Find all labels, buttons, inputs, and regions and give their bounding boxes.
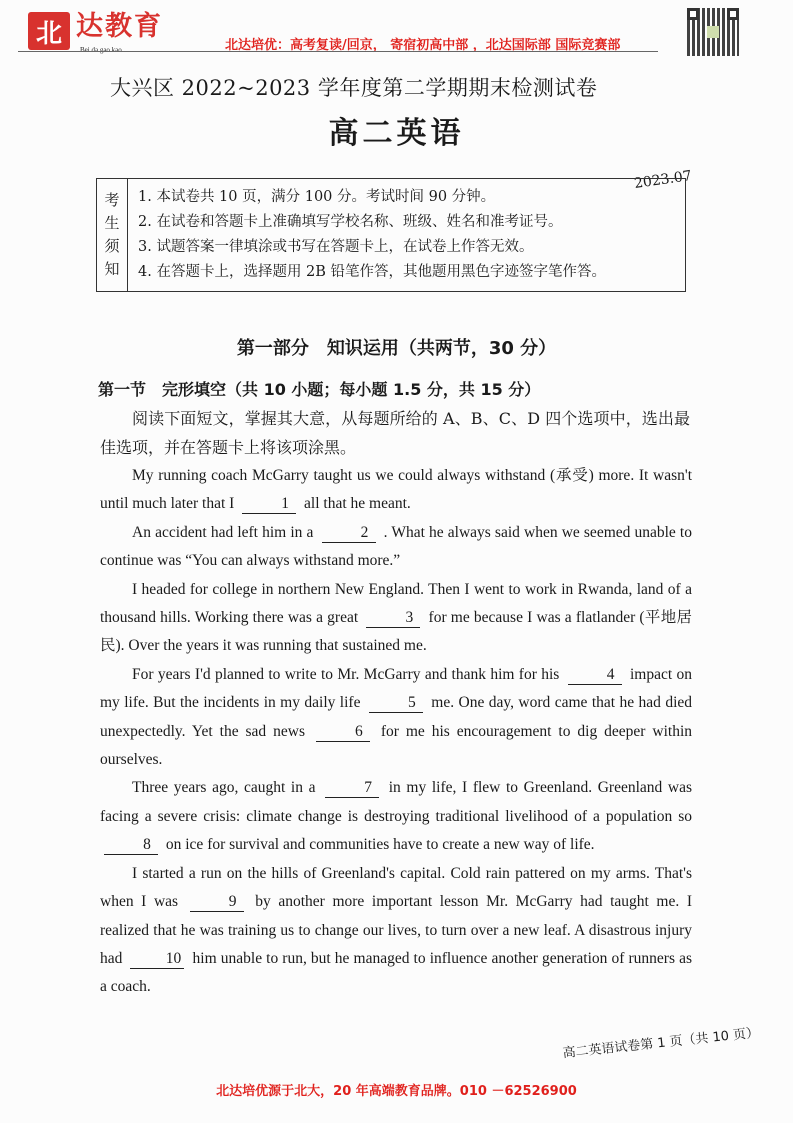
part-title: 第一部分 知识运用（共两节，30 分） — [236, 338, 557, 359]
passage-paragraph — [100, 661, 692, 775]
cloze-blank: 6 — [316, 723, 370, 742]
page-number: 高二英语试卷第 1 页（共 10 页） — [561, 1025, 760, 1062]
section-title: 第一节 完形填空（共 10 小题；每小题 1.5 分，共 15 分） — [98, 380, 541, 399]
notice-label-char: 知 — [104, 260, 120, 278]
logo-subtitle: Bei da gao kao — [80, 46, 122, 54]
passage-text: My running coach McGarry taught us we could always withstand (承受) more. It wasn't until much later that I — [100, 467, 692, 513]
notice-item: 1. 本试卷共 10 页，满分 100 分。考试时间 90 分钟。 — [138, 189, 496, 205]
header-divider — [18, 51, 658, 52]
passage-paragraph — [100, 774, 692, 859]
passage-text: . What he always said when we seemed unable to continue was “You can always withstand more.” — [100, 523, 692, 570]
cloze-blank: 4 — [568, 666, 622, 685]
passage-text: all that he meant. — [300, 495, 411, 513]
qr-code-icon — [687, 8, 739, 56]
passage-text: I started a run on the hills of Greenland's capital. Cold rain pattered on my arms. That's when I was — [100, 864, 692, 911]
cloze-blank: 10 — [130, 950, 184, 969]
passage-text: For years I'd planned to write to Mr. McGarry and thank him for his — [132, 665, 564, 683]
passage-paragraph — [100, 860, 692, 1002]
cloze-blank: 5 — [369, 694, 423, 713]
notice-label — [97, 179, 128, 291]
passage-text: impact on my life. But the incidents in my daily life — [100, 665, 693, 712]
notice-item: 2. 在试卷和答题卡上准确填写学校名称、班级、姓名和准考证号。 — [138, 214, 563, 230]
passage-paragraph — [100, 576, 692, 661]
notice-label-char: 考 — [104, 191, 120, 209]
notice-label-char: 生 — [104, 214, 120, 232]
passage-text: for me his encouragement to dig deeper within ourselves. — [100, 722, 692, 769]
cloze-blank: 8 — [104, 836, 158, 855]
logo-mark: 北 — [28, 12, 70, 50]
logo — [28, 11, 163, 54]
passage-paragraph — [100, 519, 692, 576]
passage-text: An accident had left him in a — [132, 523, 318, 541]
exam-notice-box — [96, 178, 686, 292]
exam-subtitle: 大兴区 2022~2023 学年度第二学期期末检测试卷 — [110, 76, 598, 100]
handwritten-date: 2023.07 — [633, 168, 693, 192]
passage-text: Three years ago, caught in a — [132, 779, 322, 797]
header-slogan: 北达培优：高考复读/回京， 寄宿初高中部 ，北达国际部 国际竞赛部 — [225, 38, 621, 53]
cloze-passage — [100, 462, 692, 1002]
cloze-blank: 1 — [242, 495, 296, 514]
passage-paragraph — [100, 462, 692, 519]
passage-text: for me because I was a flatlander (平地居民). Over the years it was running that sustained me. — [100, 609, 693, 655]
cloze-blank: 3 — [366, 609, 420, 628]
cloze-blank: 2 — [322, 524, 376, 543]
passage-text: him unable to run, but he managed to influence another generation of runners as a coach. — [100, 949, 692, 996]
cloze-blank: 7 — [325, 779, 379, 798]
instructions: 阅读下面短文，掌握其大意，从每题所给的 A、B、C、D 四个选项中，选出最佳选项，并在答题卡上将该项涂黑。 — [100, 409, 690, 457]
notice-item: 3. 试题答案一律填涂或书写在答题卡上，在试卷上作答无效。 — [138, 239, 534, 255]
notice-label-char: 须 — [104, 237, 120, 255]
passage-text: I headed for college in northern New England. Then I went to work in Rwanda, land of a thousand hills. Working there was a great — [100, 580, 692, 627]
notice-items — [128, 179, 606, 291]
footer-ad: 北达培优源于北大，20 年高端教育品牌。010 －62526900 — [216, 1084, 577, 1099]
passage-text: by another more important lesson Mr. McGarry had taught me. I realized that he was training us to change our lives, to turn over a new leaf. A disastrous injury had — [100, 893, 692, 967]
cloze-blank: 9 — [190, 893, 244, 912]
notice-item: 4. 在答题卡上，选择题用 2B 铅笔作答，其他题用黑色字迹签字笔作答。 — [138, 264, 607, 280]
logo-name: 达教育 — [76, 11, 163, 42]
passage-text: in my life, I flew to Greenland. Greenland was facing a severe crisis: climate change is destroying traditional livelihood of a population so — [100, 779, 693, 825]
passage-text: me. One day, word came that he had died unexpectedly. Yet the sad news — [100, 694, 693, 740]
passage-text: on ice for survival and communities have to create a new way of life. — [162, 836, 595, 854]
exam-title: 高二英语 — [328, 116, 465, 151]
